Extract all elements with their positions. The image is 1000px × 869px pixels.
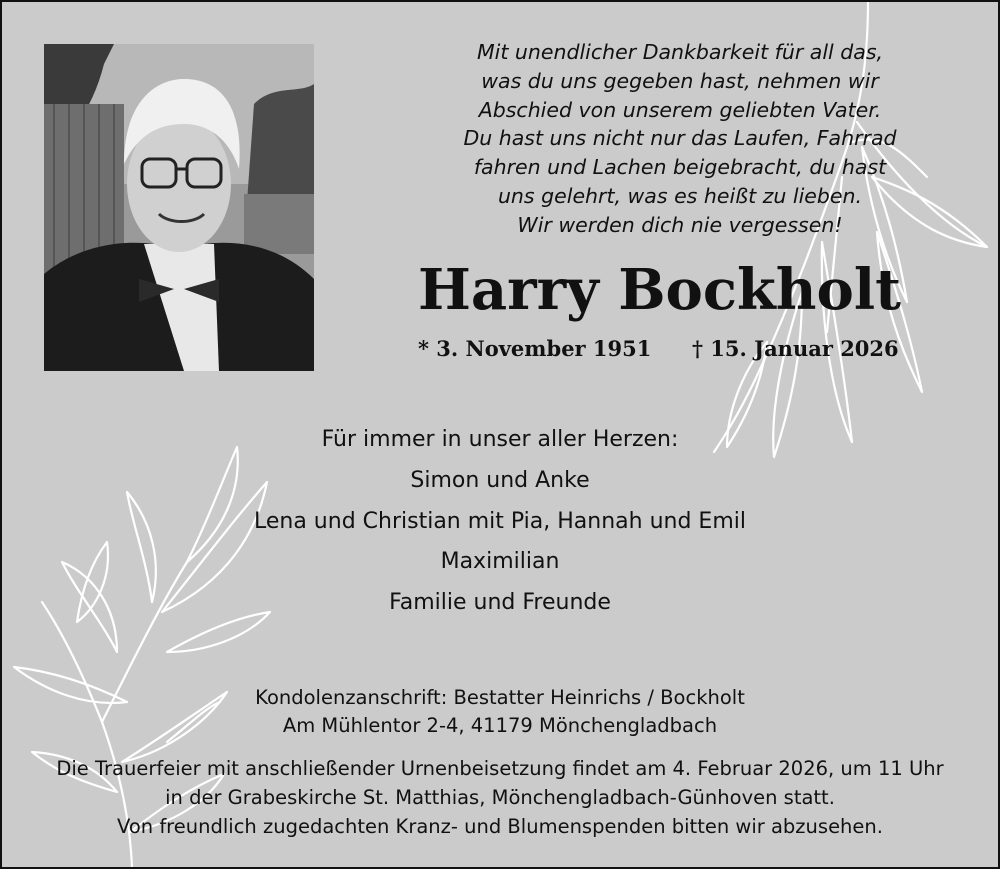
poem-line: Mit unendlicher Dankbarkeit für all das, (476, 40, 884, 64)
poem-line: fahren und Lachen beigebracht, du hast (473, 155, 887, 180)
family-member: Familie und Freunde (389, 590, 611, 616)
address-line: Kondolenzanschrift: Bestatter Heinrichs / Bockholt (255, 686, 745, 709)
poem-line: Du hast uns nicht nur das Laufen, Fahrrad (463, 126, 897, 151)
address-line: Am Mühlentor 2-4, 41179 Mönchengladbach (282, 714, 718, 737)
family-heading: Für immer in unser aller Herzen: (321, 427, 679, 452)
birth-date: * 3. November 1951 (418, 336, 652, 361)
poem-line: Abschied von unserem geliebten Vater. (478, 97, 882, 122)
portrait-photo (44, 44, 314, 371)
ceremony-details (2, 754, 998, 841)
poem-line: Wir werden dich nie vergessen! (517, 212, 843, 237)
family-list (2, 420, 998, 624)
ceremony-line: Die Trauerfeier mit anschließender Urnenbeisetzung findet am 4. Februar 2026, um 11 Uhr (56, 757, 944, 780)
family-member: Lena und Christian mit Pia, Hannah und Emil (253, 508, 746, 534)
family-member: Maximilian (440, 549, 560, 575)
ceremony-line: in der Grabeskirche St. Matthias, Mönchengladbach-Günhoven statt. (165, 786, 835, 809)
deceased-name: Harry Bockholt (417, 257, 902, 323)
family-member: Simon und Anke (410, 467, 590, 493)
poem-line: uns gelehrt, was es heißt zu lieben. (497, 183, 863, 208)
memorial-poem (370, 38, 990, 240)
ceremony-line: Von freundlich zugedachten Kranz- und Blumenspenden bitten wir abzusehen. (117, 815, 883, 838)
poem-line: was du uns gegeben hast, nehmen wir (481, 68, 879, 93)
death-date: † 15. Januar 2026 (692, 336, 899, 361)
condolence-address (2, 684, 998, 740)
